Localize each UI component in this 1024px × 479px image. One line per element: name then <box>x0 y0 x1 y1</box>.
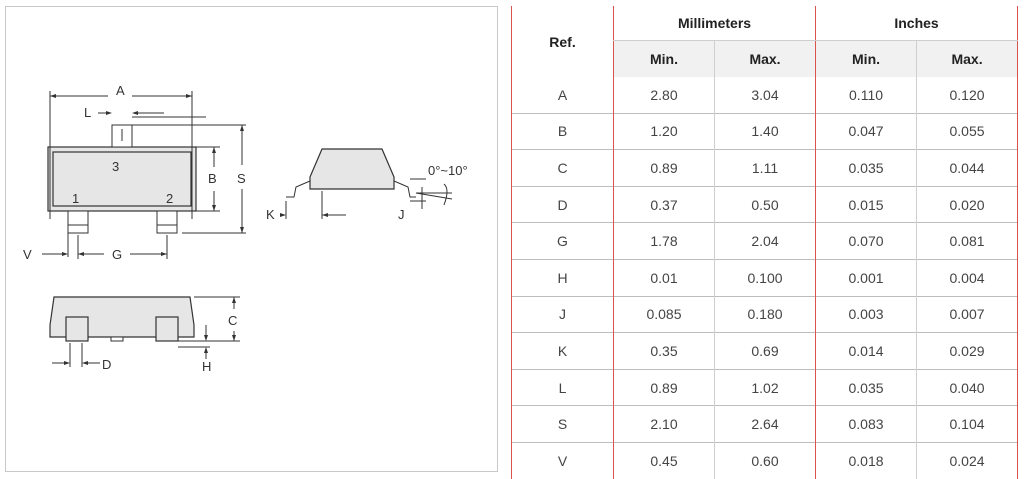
mm-max-header: Max. <box>715 41 816 78</box>
label-V: V <box>23 247 32 262</box>
label-G: G <box>112 247 123 262</box>
table-row <box>512 223 1018 260</box>
in-max-cell: 0.104 <box>917 406 1018 443</box>
table-body <box>512 77 1018 479</box>
label-L: L <box>84 105 92 120</box>
label-lead-2: 2 <box>166 191 174 206</box>
mm-max-cell: 0.69 <box>715 333 816 370</box>
mm-max-cell: 0.100 <box>715 259 816 296</box>
mm-max-cell: 2.04 <box>715 223 816 260</box>
in-min-cell: 0.047 <box>816 113 917 150</box>
in-max-cell: 0.007 <box>917 296 1018 333</box>
mm-max-cell: 1.40 <box>715 113 816 150</box>
ref-header: Ref. <box>512 6 614 77</box>
label-H: H <box>202 359 212 374</box>
mm-min-cell: 0.085 <box>614 296 715 333</box>
in-max-cell: 0.055 <box>917 113 1018 150</box>
package-outline-drawing <box>5 6 498 472</box>
in-min-cell: 0.035 <box>816 369 917 406</box>
mm-max-cell: 0.60 <box>715 442 816 478</box>
mm-max-cell: 1.11 <box>715 150 816 187</box>
mm-min-cell: 0.89 <box>614 150 715 187</box>
mm-min-cell: 2.10 <box>614 406 715 443</box>
label-angle: 0°~10° <box>428 163 468 178</box>
mm-max-cell: 2.64 <box>715 406 816 443</box>
millimeters-header: Millimeters <box>614 6 816 41</box>
ref-cell: D <box>512 186 614 223</box>
in-min-cell: 0.015 <box>816 186 917 223</box>
table-row <box>512 442 1018 478</box>
mm-max-cell: 0.50 <box>715 186 816 223</box>
in-min-cell: 0.003 <box>816 296 917 333</box>
in-max-cell: 0.024 <box>917 442 1018 478</box>
mm-min-cell: 1.78 <box>614 223 715 260</box>
lead-2 <box>157 211 177 233</box>
mm-min-cell: 2.80 <box>614 77 715 113</box>
lead-1 <box>68 211 88 233</box>
label-lead-1: 1 <box>72 191 80 206</box>
mm-max-cell: 1.02 <box>715 369 816 406</box>
ref-cell: G <box>512 223 614 260</box>
in-max-cell: 0.020 <box>917 186 1018 223</box>
label-A: A <box>116 83 125 98</box>
table-row <box>512 259 1018 296</box>
in-max-cell: 0.081 <box>917 223 1018 260</box>
mm-min-cell: 0.35 <box>614 333 715 370</box>
ref-cell: B <box>512 113 614 150</box>
mm-min-header: Min. <box>614 41 715 78</box>
in-max-cell: 0.029 <box>917 333 1018 370</box>
dimensions-table <box>511 6 1018 479</box>
label-K: K <box>266 207 275 222</box>
table-row <box>512 186 1018 223</box>
in-max-cell: 0.044 <box>917 150 1018 187</box>
table-row <box>512 369 1018 406</box>
ref-cell: K <box>512 333 614 370</box>
ref-cell: H <box>512 259 614 296</box>
ref-cell: C <box>512 150 614 187</box>
in-min-cell: 0.110 <box>816 77 917 113</box>
package-drawing-svg <box>6 7 499 473</box>
mm-min-cell: 1.20 <box>614 113 715 150</box>
ref-cell: A <box>512 77 614 113</box>
mm-min-cell: 0.01 <box>614 259 715 296</box>
top-view-body <box>48 147 196 211</box>
mm-max-cell: 0.180 <box>715 296 816 333</box>
mm-min-cell: 0.89 <box>614 369 715 406</box>
in-max-cell: 0.120 <box>917 77 1018 113</box>
in-min-cell: 0.014 <box>816 333 917 370</box>
ref-cell: S <box>512 406 614 443</box>
in-max-cell: 0.004 <box>917 259 1018 296</box>
table-row <box>512 296 1018 333</box>
in-min-cell: 0.001 <box>816 259 917 296</box>
table-row <box>512 406 1018 443</box>
table-row <box>512 333 1018 370</box>
ref-cell: J <box>512 296 614 333</box>
table-row <box>512 113 1018 150</box>
label-S: S <box>237 171 246 186</box>
in-min-cell: 0.018 <box>816 442 917 478</box>
mm-max-cell: 3.04 <box>715 77 816 113</box>
label-D: D <box>102 357 112 372</box>
in-min-cell: 0.070 <box>816 223 917 260</box>
ref-cell: L <box>512 369 614 406</box>
in-max-cell: 0.040 <box>917 369 1018 406</box>
in-min-cell: 0.083 <box>816 406 917 443</box>
ref-cell: V <box>512 442 614 478</box>
label-lead-3: 3 <box>112 159 120 174</box>
in-min-header: Min. <box>816 41 917 78</box>
table-row <box>512 77 1018 113</box>
label-C: C <box>228 313 238 328</box>
mm-min-cell: 0.45 <box>614 442 715 478</box>
table-row <box>512 150 1018 187</box>
mm-min-cell: 0.37 <box>614 186 715 223</box>
inches-header: Inches <box>816 6 1018 41</box>
label-B: B <box>208 171 217 186</box>
in-min-cell: 0.035 <box>816 150 917 187</box>
in-max-header: Max. <box>917 41 1018 78</box>
end-view <box>280 149 452 219</box>
side-view <box>50 297 240 367</box>
label-J: J <box>398 207 405 222</box>
